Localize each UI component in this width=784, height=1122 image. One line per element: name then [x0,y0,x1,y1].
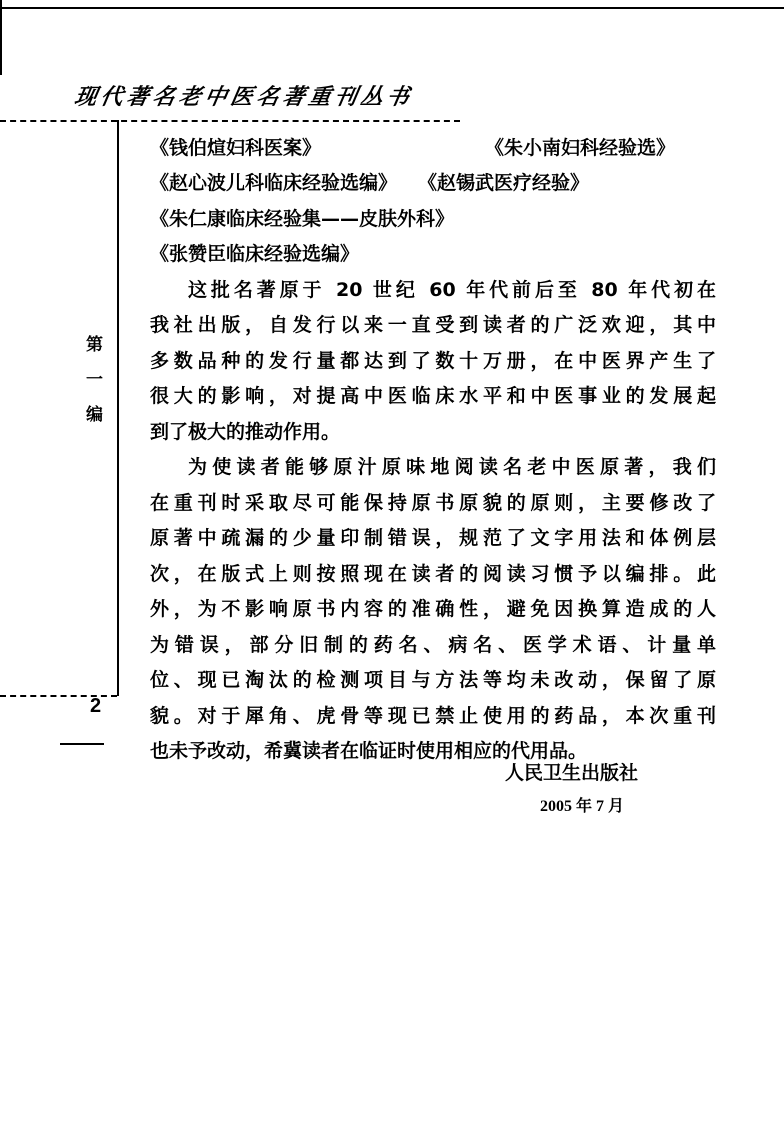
side-tab-char: 编 [86,405,103,425]
page-number-underline [60,743,104,745]
publication-date: 2005 年 7 月 [540,798,625,815]
body-line: 为使读者能够原汁原味地阅读名老中医原著，我们 [188,456,716,478]
body-line: 这批名著原于 20 世纪 60 年代前后至 80 年代初在 [188,279,716,301]
series-title: 现代著名老中医名著重刊丛书 [72,84,416,110]
body-line: 原著中疏漏的少量印制错误，规范了文字用法和体例层 [150,527,716,549]
body-line: 多数品种的发行量都达到了数十万册，在中医界产生了 [150,350,716,372]
body-line: 为错误，部分旧制的药名、病名、医学术语、计量单 [150,634,716,656]
side-tab-char: 一 [86,370,103,390]
page-edge-line [0,0,2,75]
book-title: 《朱仁康临床经验集——皮肤外科》 [150,208,455,230]
top-rule [0,7,784,9]
body-line: 到了极大的推动作用。 [150,421,341,443]
body-line: 我社出版，自发行以来一直受到读者的广泛欢迎，其中 [150,314,716,336]
body-line: 很大的影响，对提高中医临床水平和中医事业的发展起 [150,385,716,407]
body-line: 也未予改动，希冀读者在临证时使用相应的代用品。 [150,740,588,762]
publisher-signature: 人民卫生出版社 [505,762,639,784]
book-title: 《赵锡武医疗经验》 [418,172,590,194]
book-title: 《赵心波儿科临床经验选编》 [150,172,398,194]
page-number: 2 [90,695,102,717]
header-dashed-divider [0,120,460,122]
body-line: 次，在版式上则按照现在读者的阅读习惯予以编排。此 [150,563,716,585]
book-title: 《钱伯煊妇科医案》 [150,137,322,159]
body-line: 位、现已淘汰的检测项目与方法等均未改动，保留了原 [150,669,716,691]
book-title: 《张赞臣临床经验选编》 [150,243,360,265]
body-line: 外，为不影响原书内容的准确性，避免因换算造成的人 [150,598,716,620]
body-line: 貌。对于犀角、虎骨等现已禁止使用的药品，本次重刊 [150,705,716,727]
book-title: 《朱小南妇科经验选》 [485,137,676,159]
margin-vertical-rule [117,120,119,696]
body-line: 在重刊时采取尽可能保持原书原貌的原则，主要修改了 [150,492,716,514]
side-tab-char: 第 [86,335,103,355]
